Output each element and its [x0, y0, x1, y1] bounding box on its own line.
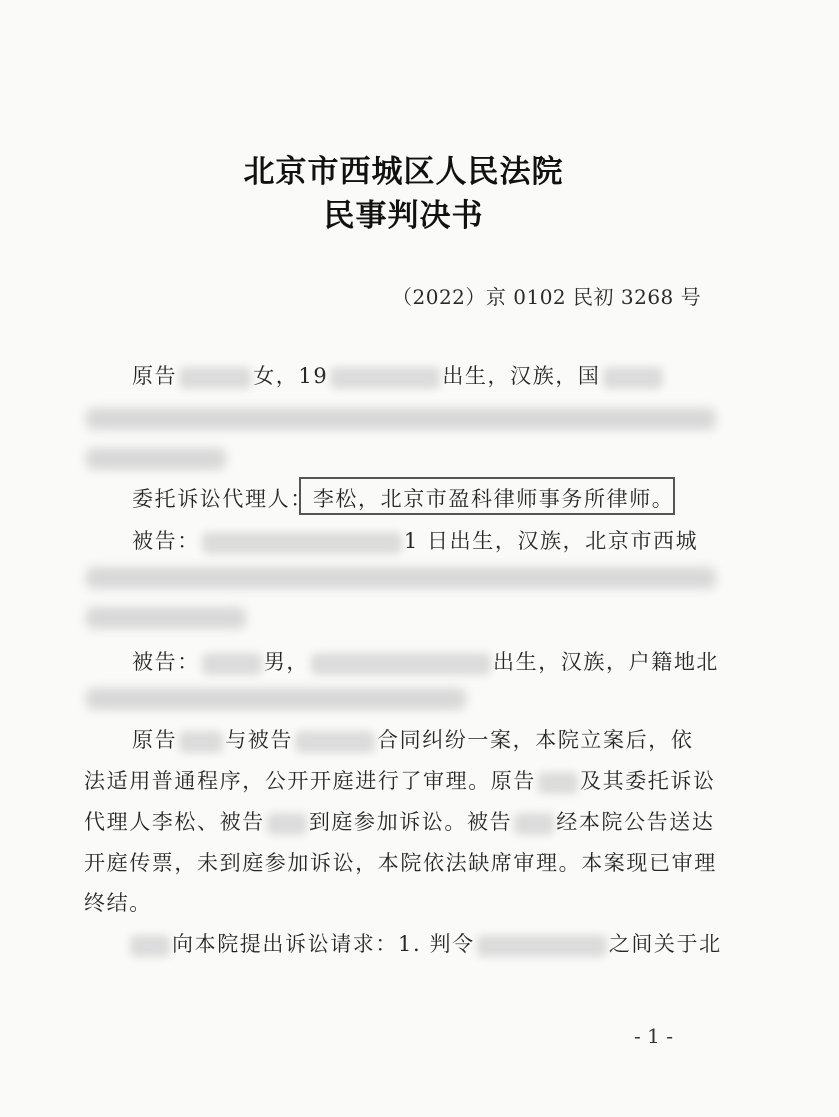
redacted-name [295, 731, 375, 753]
defendant2-line-1 [132, 646, 719, 676]
claim-text: 向本院提出诉讼请求：1. 判令 [172, 932, 475, 956]
defendant1-label: 被告： [132, 529, 200, 553]
agent-highlight-box [299, 477, 675, 515]
redacted-name [202, 653, 262, 675]
plaintiff-line-1 [132, 360, 665, 390]
case-line-5 [84, 887, 152, 917]
redacted-name [179, 367, 251, 389]
case-text: 与被告 [225, 728, 294, 752]
case-text: 经本院公告送达 [556, 810, 715, 834]
plaintiff-label: 原告 [132, 364, 178, 388]
redacted-birthdate [330, 367, 440, 389]
redacted-line [86, 567, 716, 589]
defendant2-info: 出生，汉族，户籍地北 [493, 650, 720, 674]
claim-line-1 [132, 928, 722, 958]
document-type-title: 民事判决书 [323, 198, 484, 234]
case-text: 终结。 [84, 891, 152, 915]
page-number: - 1 - [634, 1024, 673, 1048]
case-text: 代理人李松、被告 [84, 810, 265, 834]
defendant2-gender: 男， [263, 650, 310, 674]
case-line-3 [84, 806, 714, 836]
redacted-line [86, 448, 226, 470]
redacted-text [603, 367, 663, 389]
redacted-text [202, 532, 402, 554]
defendant1-info: 1 日出生，汉族，北京市西城 [403, 529, 699, 553]
case-text: 合同纠纷一案，本院立案后，依 [377, 728, 694, 752]
defendant1-line-1 [132, 525, 698, 555]
defendant2-label: 被告： [132, 650, 200, 674]
agent-value: 李松，北京市盈科律师事务所律师。 [312, 487, 675, 511]
redacted-name [130, 935, 170, 957]
agent-label: 委托诉讼代理人： [132, 487, 313, 511]
case-line-1 [132, 724, 693, 754]
case-text: 法适用普通程序，公开开庭进行了审理。原告 [84, 769, 536, 793]
plaintiff-ethnicity: 出生，汉族，国 [442, 364, 601, 388]
case-text: 到庭参加诉讼。被告 [308, 810, 513, 834]
case-number: （2022）京 0102 民初 3268 号 [392, 285, 702, 309]
redacted-name [477, 935, 607, 957]
court-name-title: 北京市西城区人民法院 [243, 154, 564, 190]
redacted-birthdate [311, 653, 491, 675]
case-text: 开庭传票，未到庭参加诉讼，本院依法缺席审理。本案现已审理 [84, 851, 717, 875]
redacted-name [514, 813, 554, 835]
redacted-name [267, 813, 307, 835]
claim-text: 之间关于北 [608, 932, 722, 956]
case-text: 及其委托诉讼 [580, 769, 716, 793]
redacted-line [86, 607, 246, 629]
case-line-2 [84, 765, 716, 795]
plaintiff-gender-year: 女，19 [253, 364, 329, 388]
redacted-line [86, 688, 466, 710]
redacted-line [86, 408, 716, 430]
case-line-4 [84, 847, 717, 877]
redacted-name [538, 772, 578, 794]
case-text: 原告 [132, 728, 178, 752]
redacted-name [179, 731, 223, 753]
